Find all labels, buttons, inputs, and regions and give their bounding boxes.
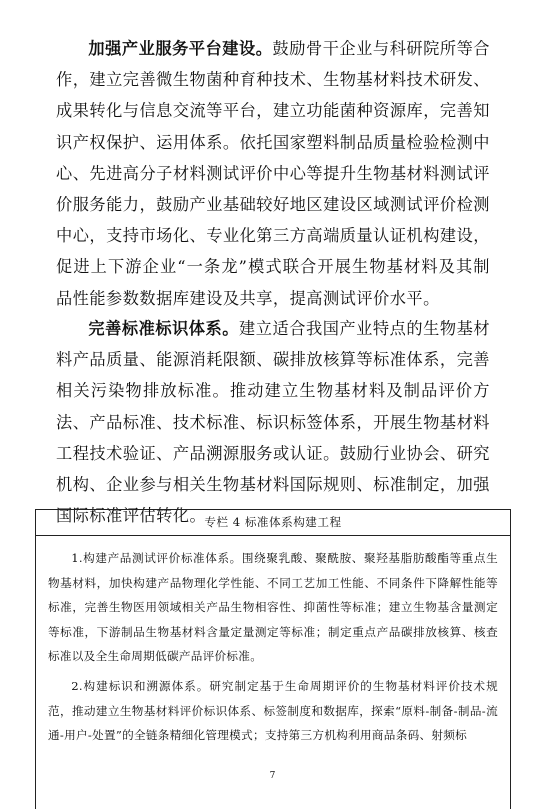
paragraph-platform — [56, 33, 490, 314]
paragraph-body: 建立适合我国产业特点的生物基材料产品质量、能源消耗限额、碳排放核算等标准体系，完善相关污染物排放标准。推动建立生物基材料及制品评价方法、产品标准、技术标准、标识标签体系，开展生物基材料工程技术验证、产品溯源服务或认证。鼓励行业协会、研究机构、企业参与相关生物基材料国际规则、标准制定，加强国际标准评估转化。 — [56, 319, 491, 526]
column-box-item: 2.构建标识和溯源体系。研究制定基于生命周期评价的生物基材料评价技术规范，推动建立生物基材料评价标识体系、标签制度和数据库，探索“原料-制备-制品-流通-用户-处置”的全链条精细化管理模式；支持第三方机构利用商品条码、射频标 — [48, 678, 498, 743]
paragraph-body: 鼓励骨干企业与科研院所等合作，建立完善微生物菌种育种技术、生物基材料技术研发、成果转化与信息交流等平台，建立功能菌种资源库，完善知识产权保护、运用体系。依托国家塑料制品质量检验检测中心、先进高分子材料测试评价中心等提升生物基材料测试评价服务能力，鼓励产业基础较好地区建设区域测试评价检测中心，支持市场化、专业化第三方高端质量认证机构建设，促进上下游企业“一条龙”模式联合开展生物基材料及其制品性能参数数据库建设及共享，提高测试评价水平。 — [56, 39, 490, 308]
paragraph-standards — [56, 313, 490, 531]
column-box — [35, 509, 511, 809]
column-box-title: 专栏 4 标准体系构建工程 — [36, 510, 510, 536]
paragraph-lead: 完善标准标识体系。 — [88, 319, 240, 338]
column-box-item: 1.构建产品测试评价标准体系。围绕聚乳酸、聚酰胺、聚羟基脂肪酸酯等重点生物基材料，加快构建产品物理化学性能、不同工艺加工性能、不同条件下降解性能等标准，完善生物医用领域相关产品生物相容性、抑菌性等标准；建立生物基含量测定等标准，下游制品生物基材料含量定量测定等标准；制定重点产品碳排放核算、核查标准以及全生命周期低碳产品评价标准。 — [48, 551, 498, 664]
page-number: 7 — [269, 771, 276, 781]
paragraph-lead: 加强产业服务平台建设。 — [88, 39, 273, 58]
